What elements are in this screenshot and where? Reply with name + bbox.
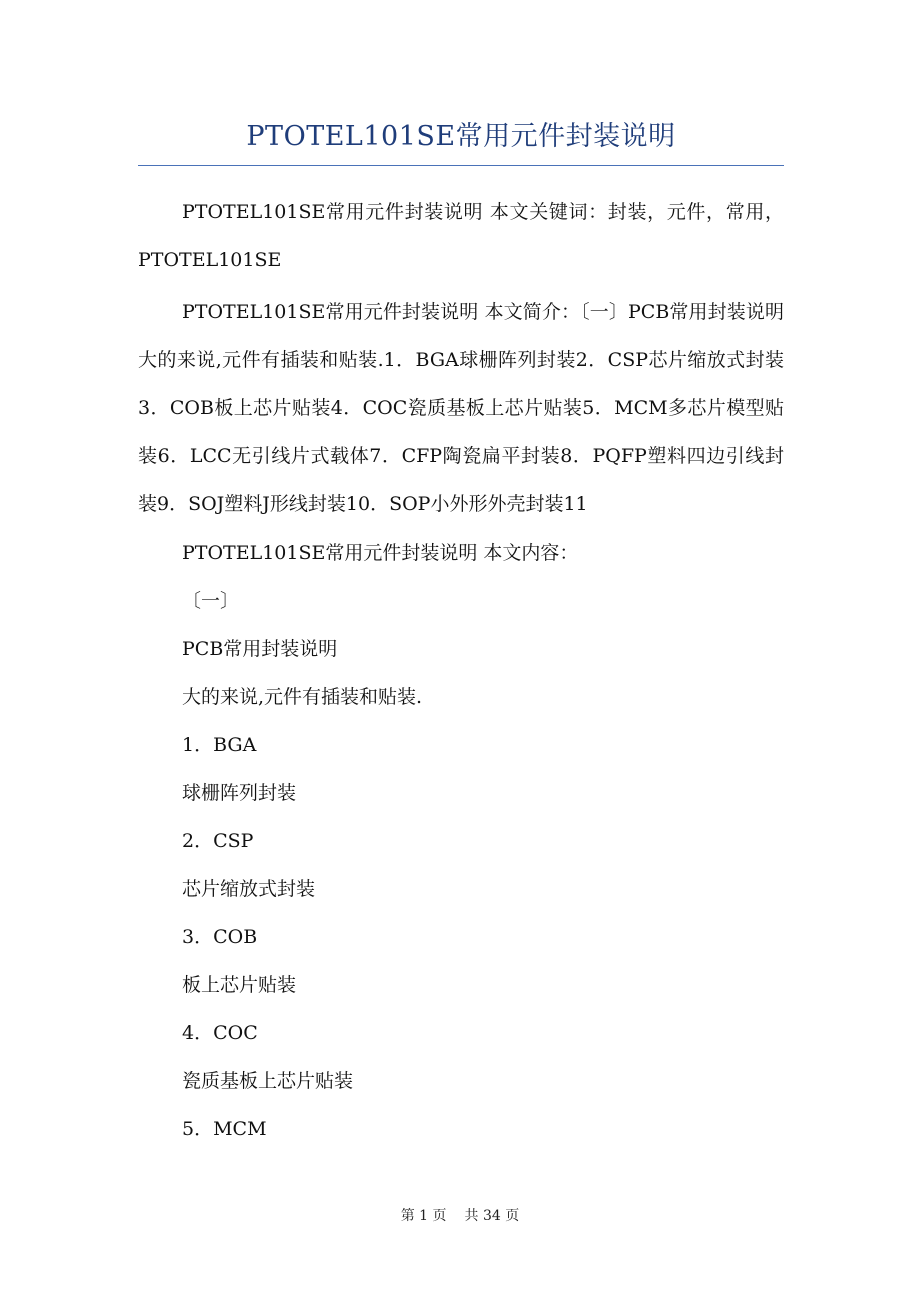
page-footer xyxy=(0,1205,920,1225)
summary-paragraph: PTOTEL101SE常用元件封装说明 本文简介：〔一〕PCB常用封装说明大的来说,元件有插装和贴装.1．BGA球栅阵列封装2．CSP芯片缩放式封装3．COB板上芯片贴装4．COC瓷质基板上芯片贴装5．MCM多芯片模型贴装6．LCC无引线片式载体7．CFP陶瓷扁平封装8．PQFP塑料四边引线封装9．SOJ塑料J形线封装10．SOP小外形外壳封装11 xyxy=(138,301,784,515)
page-number: 第 1 页 xyxy=(400,1208,447,1224)
list-item-description: 球栅阵列封装 xyxy=(182,782,297,804)
list-item-number: 3．COB xyxy=(182,926,258,948)
content-heading: PTOTEL101SE常用元件封装说明 本文内容： xyxy=(182,542,579,564)
list-item-number: 2．CSP xyxy=(182,830,254,852)
section-number: 〔一〕 xyxy=(182,590,240,612)
list-item-description: 板上芯片贴装 xyxy=(182,974,297,996)
page-total: 共 34 页 xyxy=(464,1208,520,1224)
section-heading: PCB常用封装说明 xyxy=(182,638,338,660)
list-item-number: 1．BGA xyxy=(182,734,257,756)
title-underline xyxy=(138,165,784,166)
list-item-description: 瓷质基板上芯片贴装 xyxy=(182,1070,354,1092)
list-item-description: 芯片缩放式封装 xyxy=(182,878,316,900)
body-line: 大的来说,元件有插装和贴装. xyxy=(182,686,423,708)
list-item-number: 5．MCM xyxy=(182,1118,267,1140)
document-title: PTOTEL101SE常用元件封装说明 xyxy=(246,121,676,152)
keywords-paragraph: PTOTEL101SE常用元件封装说明 本文关键词：封装，元件，常用，PTOTEL101SE xyxy=(138,201,784,271)
list-item-number: 4．COC xyxy=(182,1022,258,1044)
